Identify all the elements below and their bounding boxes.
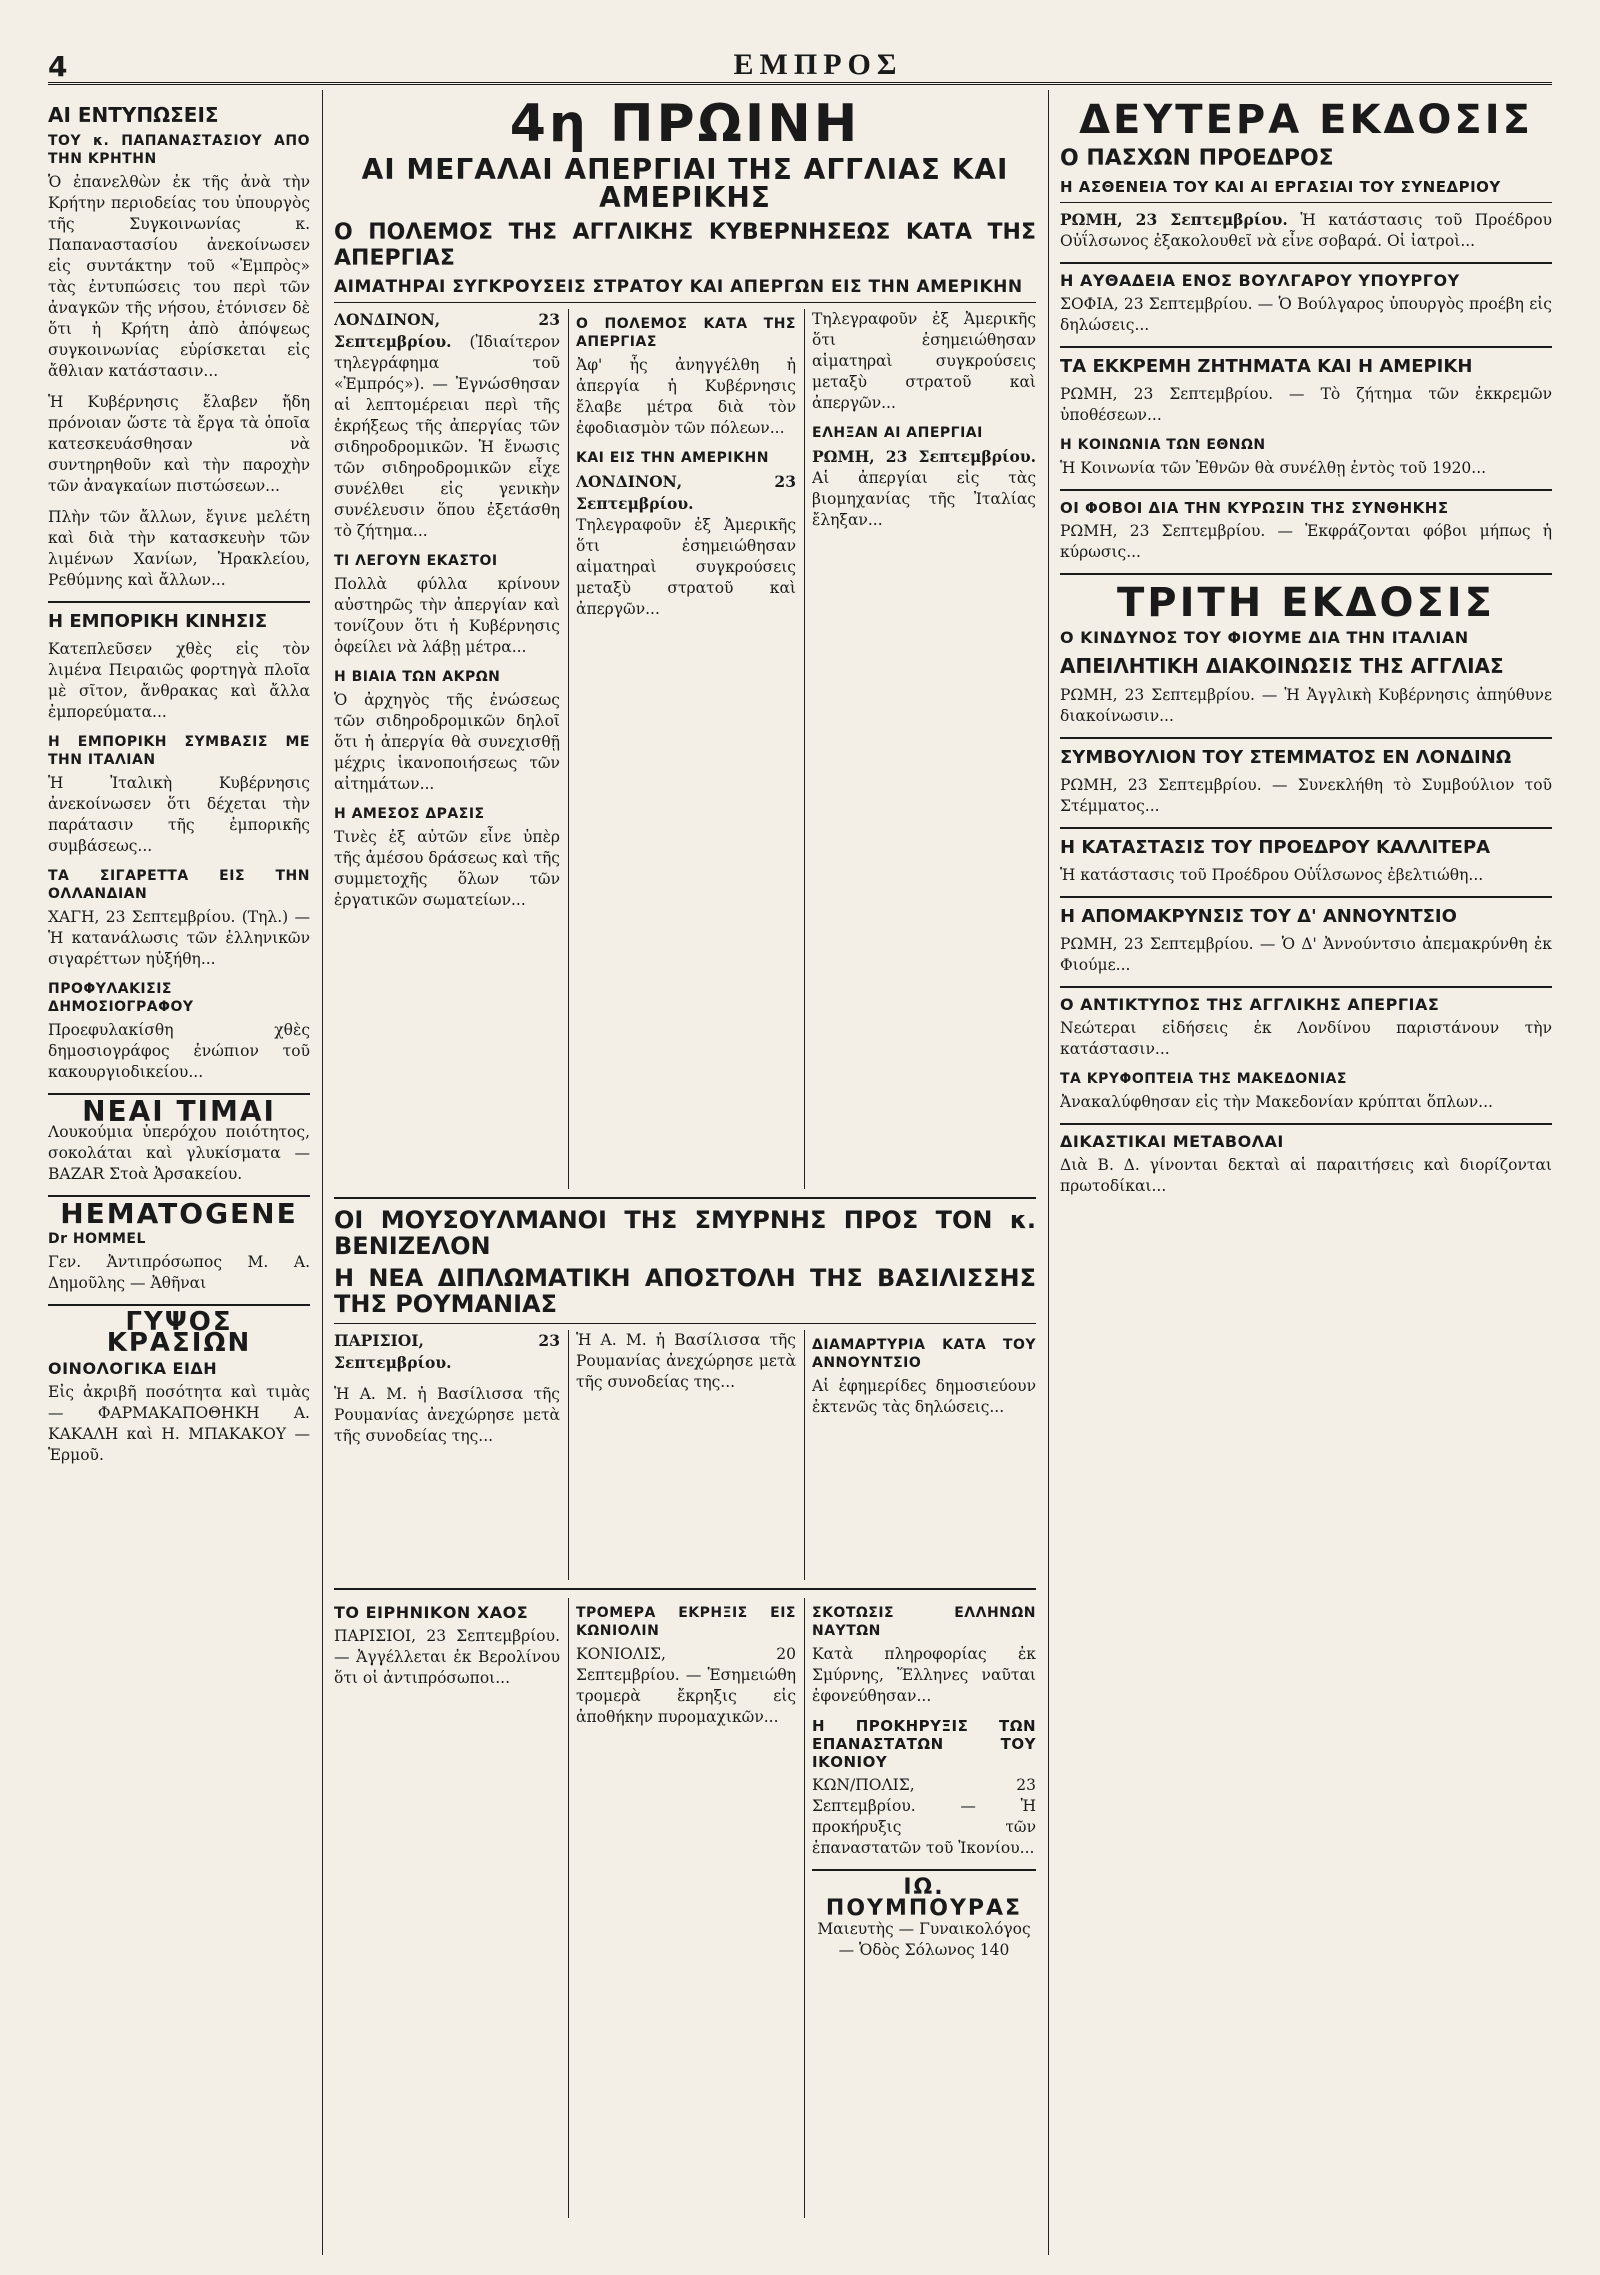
column-rule [1048,90,1049,2255]
article-column [812,1598,1036,2218]
advertisement [48,1195,310,1294]
divider [1060,489,1552,491]
article-headline: ΑΙ ΕΝΤΥΠΩΣΕΙΣ [48,103,219,127]
ad-subtitle: ΟΙΝΟΛΟΓΙΚΑ ΕΙΔΗ [48,1359,218,1378]
section-subheadline: Η ΠΡΟΚΗΡΥΞΙΣ ΤΩΝ ΕΠΑΝΑΣΤΑΤΩΝ ΤΟΥ ΙΚΟΝΙΟΥ [812,1717,1036,1771]
divider [1060,737,1552,739]
article-paragraph: Ἡ Κοινωνία τῶν Ἐθνῶν θὰ συνέλθῃ ἐντὸς τοῦ 1920... [1060,459,1487,477]
article-paragraph: Προεφυλακίσθη χθὲς δημοσιογράφος ἐνώπιον τοῦ κακουργιοδικείου... [48,1021,310,1081]
divider [1060,827,1552,829]
section-subheadline: ΤΡΟΜΕΡΑ ΕΚΡΗΞΙΣ ΕΙΣ ΚΩΝΙΟΛΙΝ [576,1605,796,1639]
ad-subtitle: Dr HOMMEL [48,1231,146,1247]
divider [1060,346,1552,348]
masthead [48,20,1552,85]
article-paragraph: ΣΟΦΙΑ, 23 Σεπτεμβρίου. — Ὁ Βούλγαρος ὑπουργὸς προέβη εἰς δηλώσεις... [1060,295,1552,334]
ad-title: ΝΕΑΙ ΤΙΜΑΙ [82,1095,276,1128]
section-subheadline: Η ΚΟΙΝΩΝΙΑ ΤΩΝ ΕΘΝΩΝ [1060,437,1266,453]
article-paragraph: ΠΑΡΙΣΙΟΙ, 23 Σεπτεμβρίου. — Ἀγγέλλεται ἐκ Βερολίνου ὅτι οἱ ἀντιπρόσωποι... [334,1627,560,1687]
dateline: ΠΑΡΙΣΙΟΙ, 23 Σεπτεμβρίου. [334,1331,560,1372]
article-paragraph: Διὰ Β. Δ. γίνονται δεκταὶ αἱ παραιτήσεις καὶ διορίζονται πρωτοδίκαι... [1060,1156,1552,1195]
article-subheadline: ΤΟΥ κ. ΠΑΠΑΝΑΣΤΑΣΙΟΥ ΑΠΟ ΤΗΝ ΚΡΗΤΗΝ [48,133,310,167]
article-column [812,1330,1036,1580]
section-subheadline: ΤΑ ΣΙΓΑΡΕΤΤΑ ΕΙΣ ΤΗΝ ΟΛΛΑΝΔΙΑΝ [48,868,310,902]
article-paragraph: ΡΩΜΗ, 23 Σεπτεμβρίου. — Ἐκφράζονται φόβοι μήπως ἡ κύρωσις... [1060,522,1552,561]
article-paragraph: ΡΩΜΗ, 23 Σεπτεμβρίου. — Τὸ ζήτημα τῶν ἐκκρεμῶν ὑποθέσεων... [1060,385,1552,424]
section-subheadline: Η ΕΜΠΟΡΙΚΗ ΣΥΜΒΑΣΙΣ ΜΕ ΤΗΝ ΙΤΑΛΙΑΝ [48,734,310,768]
dateline: ΡΩΜΗ, 23 Σεπτεμβρίου. [812,447,1036,466]
page-number: 4 [48,50,68,83]
deck-headline: Ο ΚΙΝΔΥΝΟΣ ΤΟΥ ΦΙΟΥΜΕ ΔΙΑ ΤΗΝ ΙΤΑΛΙΑΝ [1060,628,1469,647]
article-paragraph: Ἡ κατάστασις τοῦ Προέδρου Οὐΐλσωνος ἐβελτιώθη... [1060,866,1484,884]
divider [1060,262,1552,264]
article-paragraph [334,1330,560,1374]
section-subheadline: ΠΡΟΦΥΛΑΚΙΣΙΣ ΔΗΜΟΣΙΟΓΡΑΦΟΥ [48,981,194,1015]
ad-text: Γεν. Ἀντιπρόσωπος Μ. Α. Δημοῦλης — Ἀθῆναι [48,1253,310,1292]
divider [1060,202,1552,203]
section-subheadline: ΣΚΟΤΩΣΙΣ ΕΛΛΗΝΩΝ ΝΑΥΤΩΝ [812,1605,1036,1639]
section-subheadline: Ο ΠΟΛΕΜΟΣ ΚΑΤΑ ΤΗΣ ΑΠΕΡΓΙΑΣ [576,316,796,350]
section-subheadline: ΔΙΚΑΣΤΙΚΑΙ ΜΕΤΑΒΟΛΑΙ [1060,1132,1284,1151]
left-column [48,96,310,2245]
article-columns [334,1330,1036,1580]
article-paragraph: Ἀφ' ἧς ἀνηγγέλθη ἡ ἀπεργία ἡ Κυβέρνησις ἔλαβε μέτρα διὰ τὸν ἐφοδιασμὸν τῶν πόλεων... [576,356,796,437]
divider [1060,1123,1552,1125]
section-subheadline: Η ΑΥΘΑΔΕΙΑ ΕΝΟΣ ΒΟΥΛΓΑΡΟΥ ΥΠΟΥΡΓΟΥ [1060,271,1460,290]
article-paragraph: ΡΩΜΗ, 23 Σεπτεμβρίου. Αἱ ἀπεργίαι εἰς τὰς βιομηχανίας τῆς Ἰταλίας ἔληξαν... [812,447,1036,529]
divider [334,1197,1036,1199]
divider [48,601,310,603]
article-paragraph: Ἀνακαλύφθησαν εἰς τὴν Μακεδονίαν κρύπται ὅπλων... [1060,1093,1493,1111]
section-subheadline: ΕΛΗΞΑΝ ΑΙ ΑΠΕΡΓΙΑΙ [812,425,983,441]
article-paragraph: ΡΩΜΗ, 23 Σεπτεμβρίου. — Ἡ Ἀγγλικὴ Κυβέρνησις ἀπηύθυνε διακοίνωσιν... [1060,686,1552,725]
section-subheadline: ΤΙ ΛΕΓΟΥΝ ΕΚΑΣΤΟΙ [334,553,498,569]
divider [1060,986,1552,988]
article-paragraph: ΚΟΝΙΟΛΙΣ, 20 Σεπτεμβρίου. — Ἐσημειώθη τρομερὰ ἔκρηξις εἰς ἀποθήκην πυρομαχικῶν... [576,1645,796,1726]
edition-title: ΔΕΥΤΕΡΑ ΕΚΔΟΣΙΣ [1079,97,1533,143]
article-paragraph: ΧΑΓΗ, 23 Σεπτεμβρίου. (Τηλ.) — Ἡ κατανάλωσις τῶν ἑλληνικῶν σιγαρέττων ηὐξήθη... [48,908,310,968]
article-paragraph: ΛΟΝΔΙΝΟΝ, 23 Σεπτεμβρίου. (Ἰδιαίτερον τηλεγράφημα τοῦ «Ἐμπρός»). — Ἐγνώσθησαν αἱ λεπτομέρειαι περὶ τῆς ἐκρήξεως τῆς ἀπεργίας τῶν σιδηροδρομικῶν. Ἡ ἔνωσις τῶν σιδηροδρομικῶν εἶχε συνέλθει εἰς γενικὴν συνέλευσιν ὅπου ἐξετάσθη τὸ ζήτημα... [334,310,560,540]
center-section [334,96,1036,2245]
divider [1060,573,1552,575]
article-column [334,1598,560,2218]
article-columns [334,309,1036,1189]
ad-title: ΓΥΨΟΣ ΚΡΑΣΙΩΝ [106,1307,252,1358]
article-column [576,309,796,1189]
article-column [576,1330,796,1580]
ad-text: Λουκούμια ὑπερόχου ποιότητος, σοκολάται καὶ γλυκίσματα — BAZAR Στοὰ Ἀρσακείου. [48,1123,310,1183]
advertisement [812,1869,1036,1961]
article-paragraph: Νεώτεραι εἰδήσεις ἐκ Λονδίνου παριστάνουν τὴν κατάστασιν... [1060,1019,1552,1058]
deck-headline: Ο ΠΟΛΕΜΟΣ ΤΗΣ ΑΓΓΛΙΚΗΣ ΚΥΒΕΡΝΗΣΕΩΣ ΚΑΤΑ ΤΗΣ ΑΠΕΡΓΙΑΣ [334,220,1036,271]
article-paragraph: ΚΩΝ/ΠΟΛΙΣ, 23 Σεπτεμβρίου. — Ἡ προκήρυξις τῶν ἐπαναστατῶν τοῦ Ἰκονίου... [812,1776,1036,1857]
section-headline: ΣΥΜΒΟΥΛΙΟΝ ΤΟΥ ΣΤΕΜΜΑΤΟΣ ΕΝ ΛΟΝΔΙΝΩ [1060,747,1512,768]
section-subheadline: ΤΑ ΚΡΥΦΟΠΤΕΙΑ ΤΗΣ ΜΑΚΕΔΟΝΙΑΣ [1060,1071,1347,1087]
article-paragraph: Κατὰ πληροφορίας ἐκ Σμύρνης, Ἕλληνες ναῦται ἐφονεύθησαν... [812,1645,1036,1705]
article-paragraph: Πολλὰ φύλλα κρίνουν αὐστηρῶς τὴν ἀπεργίαν καὶ τονίζουν ὅτι ἡ Κυβέρνησις ὀφείλει νὰ λάβῃ μέτρα... [334,575,560,656]
section-headline: ΤΑ ΕΚΚΡΕΜΗ ΖΗΤΗΜΑΤΑ ΚΑΙ Η ΑΜΕΡΙΚΗ [1060,356,1473,377]
ad-title: HEMATOGENE [60,1197,298,1230]
ad-text: Εἰς ἀκριβῆ ποσότητα καὶ τιμὰς — ΦΑΡΜΑΚΑΠΟΘΗΚΗ Α. ΚΑΚΑΛΗ καὶ Η. ΜΠΑΚΑΚΟΥ — Ἑρμοῦ. [48,1383,310,1464]
section-subheadline: ΔΙΑΜΑΡΤΥΡΙΑ ΚΑΤΑ ΤΟΥ ΑΝΝΟΥΝΤΣΙΟ [812,1337,1036,1371]
divider [1060,896,1552,898]
article-paragraph: Ἡ Α. Μ. ἡ Βασίλισσα τῆς Ρουμανίας ἀνεχώρησε μετὰ τῆς συνοδείας της... [576,1331,796,1391]
advertisement [48,1304,310,1466]
article-paragraph: Ὁ ἐπανελθὼν ἐκ τῆς ἀνὰ τὴν Κρήτην περιοδείας του ὑπουργὸς τῆς Συγκοινωνίας κ. Παπαναστασίου ἀνεκοίνωσεν εἰς συντάκτην τοῦ «Ἐμπρὸς» τὰς ἐντυπώσεις του περὶ τῶν ἀναγκῶν τῆς νήσου, ἐτόνισεν δὲ ὅτι ἡ Κρήτη ἀπὸ ἀπόψεως συγκοινωνίας εὑρίσκεται εἰς ἄθλιαν κατάστασιν... [48,173,310,380]
article-paragraph: Πλὴν τῶν ἄλλων, ἔγινε μελέτη καὶ διὰ τὴν κατασκευὴν τῶν λιμένων Χανίων, Ἡρακλείου, Ρεθύμνης καὶ ἄλλων... [48,508,310,589]
advertisement [48,1093,310,1185]
section-headline: Η ΑΠΟΜΑΚΡΥΝΣΙΣ ΤΟΥ Δ' ΑΝΝΟΥΝΤΣΙΟ [1060,906,1457,927]
article-paragraph: Τηλεγραφοῦν ἐξ Ἀμερικῆς ὅτι ἐσημειώθησαν αἱματηραὶ συγκρούσεις μεταξὺ στρατοῦ καὶ ἀπεργῶν... [812,310,1036,412]
article-column [576,1598,796,2218]
section-subheadline: Ο ΑΝΤΙΚΤΥΠΟΣ ΤΗΣ ΑΓΓΛΙΚΗΣ ΑΠΕΡΓΙΑΣ [1060,995,1440,1014]
article-paragraph: Ἡ Κυβέρνησις ἔλαβεν ἤδη πρόνοιαν ὥστε τὰ ἔργα τὰ ὁποῖα κατεσκευάσθησαν νὰ συντηρηθοῦν καὶ τὴν παροχὴν τῶν ἀναγκαίων πιστώσεων... [48,393,310,495]
deck-subheadline: Η ΑΣΘΕΝΕΙΑ ΤΟΥ ΚΑΙ ΑΙ ΕΡΓΑΣΙΑΙ ΤΟΥ ΣΥΝΕΔΡΙΟΥ [1060,178,1501,196]
edition-title: 4η ΠΡΩΙΝΗ [509,96,861,154]
article-paragraph: Ὁ ἀρχηγὸς τῆς ἐνώσεως τῶν σιδηροδρομικῶν δηλοῖ ὅτι ἡ ἀπεργία θὰ συνεχισθῇ μέχρις ἱκανοποιήσεως τῶν αἰτημάτων... [334,691,560,793]
article-column [334,1330,560,1580]
dateline: ΛΟΝΔΙΝΟΝ, 23 Σεπτεμβρίου. [576,472,796,513]
section-subheadline: ΤΟ ΕΙΡΗΝΙΚΟΝ ΧΑΟΣ [334,1603,529,1622]
article-paragraph: ΛΟΝΔΙΝΟΝ, 23 Σεπτεμβρίου. Τηλεγραφοῦν ἐξ Ἀμερικῆς ὅτι ἐσημειώθησαν αἱματηραὶ συγκρούσεις μεταξὺ στρατοῦ καὶ ἀπεργῶν... [576,472,796,618]
deck-subheadline: ΑΙΜΑΤΗΡΑΙ ΣΥΓΚΡΟΥΣΕΙΣ ΣΤΡΑΤΟΥ ΚΑΙ ΑΠΕΡΓΩΝ ΕΙΣ ΤΗΝ ΑΜΕΡΙΚΗΝ [334,277,1023,297]
article-paragraph: ΡΩΜΗ, 23 Σεπτεμβρίου. Ἡ κατάστασις τοῦ Προέδρου Οὐΐλσωνος ἐξακολουθεῖ νὰ εἶνε σοβαρά. Οἱ ἰατροὶ... [1060,210,1552,250]
article-column [812,309,1036,1189]
article-paragraph: Ἡ Α. Μ. ἡ Βασίλισσα τῆς Ρουμανίας ἀνεχώρησε μετὰ τῆς συνοδείας της... [334,1385,560,1445]
dateline: ΛΟΝΔΙΝΟΝ, 23 Σεπτεμβρίου. [334,310,560,351]
section-headline: Η ΚΑΤΑΣΤΑΣΙΣ ΤΟΥ ΠΡΟΕΔΡΟΥ ΚΑΛΛΙΤΕΡΑ [1060,837,1491,858]
article-paragraph: ΡΩΜΗ, 23 Σεπτεμβρίου. — Συνεκλήθη τὸ Συμβούλιον τοῦ Στέμματος... [1060,776,1552,815]
article-paragraph: ΡΩΜΗ, 23 Σεπτεμβρίου. — Ὁ Δ' Ἀννούντσιο ἀπεμακρύνθη ἐκ Φιούμε... [1060,935,1552,974]
deck-headline: Ο ΠΑΣΧΩΝ ΠΡΟΕΔΡΟΣ [1060,146,1334,171]
divider [334,1588,1036,1590]
article-columns [334,1598,1036,2218]
paper-name: ΕΜΠΡΟΣ [733,48,903,81]
ad-text: Μαιευτὴς — Γυναικολόγος — Ὁδὸς Σόλωνος 140 [817,1920,1031,1959]
section-headline: Η ΕΜΠΟΡΙΚΗ ΚΙΝΗΣΙΣ [48,611,268,632]
dateline: ΡΩΜΗ, 23 Σεπτεμβρίου. [1060,210,1288,229]
deck-headline: ΑΠΕΙΛΗΤΙΚΗ ΔΙΑΚΟΙΝΩΣΙΣ ΤΗΣ ΑΓΓΛΙΑΣ [1060,654,1504,678]
article-paragraph: Αἱ ἐφημερίδες δημοσιεύουν ἐκτενῶς τὰς δηλώσεις... [812,1377,1036,1416]
edition-title: ΤΡΙΤΗ ΕΚΔΟΣΙΣ [1117,580,1495,626]
divider [334,302,1036,303]
main-headline: ΑΙ ΜΕΓΑΛΑΙ ΑΠΕΡΓΙΑΙ ΤΗΣ ΑΓΓΛΙΑΣ ΚΑΙ ΑΜΕΡΙΚΗΣ [361,153,1009,214]
article-paragraph: Τινὲς ἐξ αὐτῶν εἶνε ὑπὲρ τῆς ἀμέσου δράσεως καὶ τῆς συμμετοχῆς ὅλων τῶν ἐργατικῶν σωματείων... [334,828,560,909]
ad-title: ΙΩ. ΠΟΥΜΠΟΥΡΑΣ [825,1875,1023,1921]
headline: Η ΝΕΑ ΔΙΠΛΩΜΑΤΙΚΗ ΑΠΟΣΤΟΛΗ ΤΗΣ ΒΑΣΙΛΙΣΣΗΣ ΤΗΣ ΡΟΥΜΑΝΙΑΣ [334,1264,1036,1318]
section-subheadline: ΚΑΙ ΕΙΣ ΤΗΝ ΑΜΕΡΙΚΗΝ [576,450,769,466]
article-column [334,309,560,1189]
section-subheadline: Η ΒΙΑΙΑ ΤΩΝ ΑΚΡΩΝ [334,669,501,685]
column-rule [322,90,323,2255]
article-paragraph: Ἡ Ἰταλικὴ Κυβέρνησις ἀνεκοίνωσεν ὅτι δέχεται τὴν παράτασιν τῆς ἐμπορικῆς συμβάσεως... [48,774,310,855]
section-subheadline: ΟΙ ΦΟΒΟΙ ΔΙΑ ΤΗΝ ΚΥΡΩΣΙΝ ΤΗΣ ΣΥΝΘΗΚΗΣ [1060,499,1449,517]
headline: ΟΙ ΜΟΥΣΟΥΛΜΑΝΟΙ ΤΗΣ ΣΜΥΡΝΗΣ ΠΡΟΣ ΤΟΝ κ. ΒΕΝΙΖΕΛΟΝ [334,1206,1036,1260]
article-paragraph: Κατεπλεῦσεν χθὲς εἰς τὸν λιμένα Πειραιῶς φορτηγὰ πλοῖα μὲ σῖτον, ἄνθρακας καὶ ἄλλα ἐμπορεύματα... [48,640,310,721]
divider [334,1323,1036,1324]
right-section [1060,96,1552,2245]
section-subheadline: Η ΑΜΕΣΟΣ ΔΡΑΣΙΣ [334,806,485,822]
